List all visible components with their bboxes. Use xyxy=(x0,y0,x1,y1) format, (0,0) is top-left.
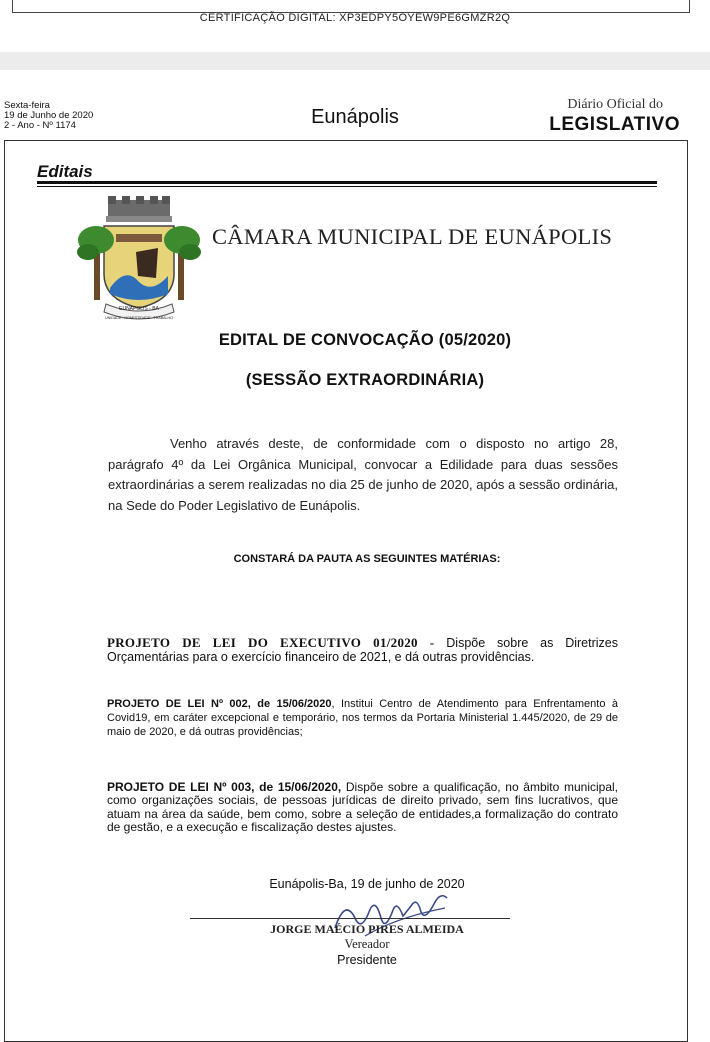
agenda-item-text: Dispõe sobre a qualificação, no âmbito municipal, como organizações sociais, de pessoas jurídicas de direito privado, sem fins lucrativos, que atuam na área da saúde, bem como, sobre a seleção de entidades,a formalização do contrato de gestão, e a execução e fiscalização destes ajustes. xyxy=(107,780,618,835)
section-title: Editais xyxy=(37,162,93,181)
diario-label: Diário Oficial do xyxy=(567,97,663,112)
seal-text: EUNÁPOLIS - BA xyxy=(119,306,159,312)
signature-line xyxy=(190,918,510,919)
agenda-item xyxy=(107,636,618,664)
agenda-item-lead: PROJETO DE LEI Nº 003, de 15/06/2020, xyxy=(107,780,342,794)
section-rule-thick xyxy=(37,181,657,184)
agenda-item xyxy=(107,697,618,739)
section-rule-thin xyxy=(37,186,657,187)
place-and-date: Eunápolis-Ba, 19 de junho de 2020 xyxy=(269,877,465,891)
chamber-name: CÂMARA MUNICIPAL DE EUNÁPOLIS xyxy=(212,224,613,249)
agenda-heading: CONSTARÁ DA PAUTA AS SEGUINTES MATÉRIAS: xyxy=(233,553,501,565)
seal-motto: UNIDADE - HONESTIDADE - TRABALHO xyxy=(105,316,173,320)
signatory-title: Presidente xyxy=(337,953,397,967)
issue-date: 19 de Junho de 2020 xyxy=(4,110,94,121)
edital-subtitle: (SESSÃO EXTRAORDINÁRIA) xyxy=(245,371,485,389)
agenda-item-lead: PROJETO DE LEI DO EXECUTIVO 01/2020 - xyxy=(107,635,435,650)
header-city: Eunápolis xyxy=(311,106,399,128)
agenda-item-lead: PROJETO DE LEI Nº 002, de 15/06/2020 xyxy=(107,698,332,710)
signatory-name: JORGE MAÉCIO PIRES ALMEIDA xyxy=(270,922,464,936)
page-separator xyxy=(0,52,710,70)
convocation-paragraph xyxy=(108,434,618,516)
municipal-coat-of-arms xyxy=(76,196,202,328)
agenda-item-text: , Institui Centro de Atendimento para Enfrentamento à Covid19, em caráter excepcional e temporário, nos termos da Portaria Ministerial 1.445/2020, de 29 de maio de 2020, e dá outras providências; xyxy=(107,698,619,738)
signatory-role: Vereador xyxy=(344,937,390,951)
legislativo-label: LEGISLATIVO xyxy=(549,114,680,135)
agenda-item xyxy=(107,781,618,835)
convocation-text: Venho através deste, de conformidade com o disposto no artigo 28, parágrafo 4º da Lei Orgânica Municipal, convocar a Edilidade para duas sessões extraordinárias a serem realizadas no dia 25 de junho de 2020, após a sessão ordinária, na Sede do Poder Legislativo de Eunápolis. xyxy=(108,436,618,513)
issue-weekday: Sexta-feira xyxy=(4,100,50,111)
edital-title: EDITAL DE CONVOCAÇÃO (05/2020) xyxy=(218,331,512,349)
agenda-item-text: Dispõe sobre as Diretrizes Orçamentárias para o exercício financeiro de 2021, e dá outras providências. xyxy=(107,636,618,664)
digital-certification: CERTIFICAÇÃO DIGITAL: XP3EDPY5OYEW9PE6GMZR2Q xyxy=(199,12,511,24)
issue-edition: 2 - Ano - Nº 1174 xyxy=(4,120,76,131)
